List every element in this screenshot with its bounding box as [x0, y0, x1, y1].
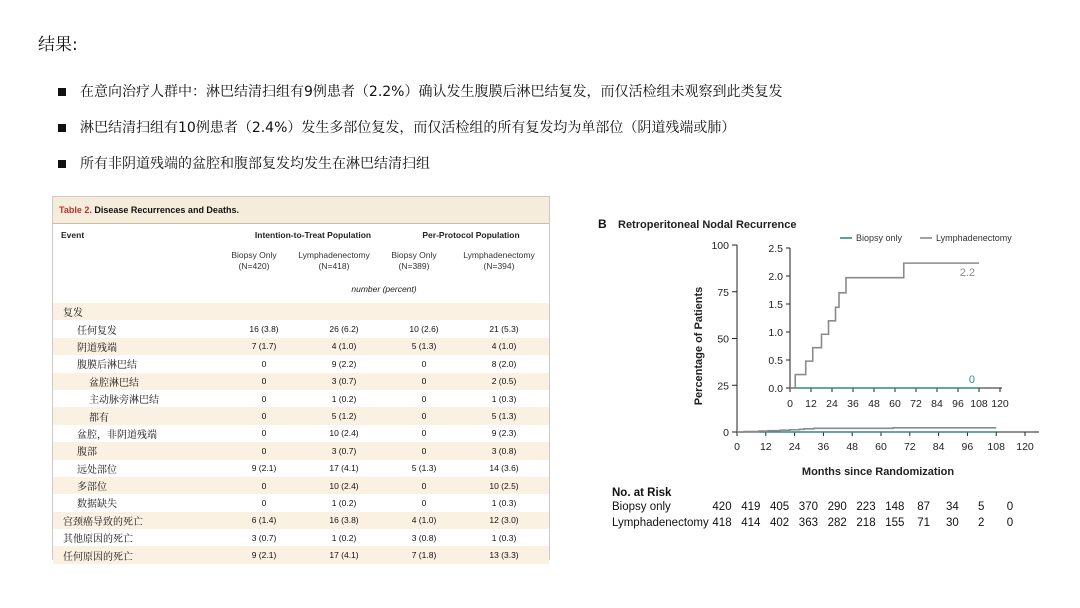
x-tick-label: 48	[846, 441, 859, 453]
x-tick-label: 72	[903, 441, 916, 453]
x-tick-label: 96	[961, 441, 974, 453]
inset-y-tick-label: 0.0	[768, 383, 783, 395]
risk-row	[612, 501, 1014, 517]
table-cell: 0	[261, 497, 267, 508]
y-axis-label: Percentage of Patients	[693, 286, 705, 406]
risk-value: 419	[741, 501, 761, 513]
table-cell: 12 (3.0)	[489, 515, 519, 526]
series-end-label: 0	[968, 374, 975, 386]
plot-area	[711, 240, 1039, 453]
table-cell: 4 (1.0)	[411, 515, 437, 526]
units-label: number (percent)	[351, 284, 417, 294]
bullet-item	[58, 118, 782, 154]
legend-label: Lymphadenectomy	[936, 233, 1012, 243]
table-cell: 0	[261, 428, 267, 439]
inset-x-tick-label: 96	[952, 398, 964, 410]
page-title: 结果:	[38, 35, 78, 55]
row-label: 任何原因的死亡	[63, 551, 133, 563]
inset-y-tick-label: 1.0	[768, 327, 783, 339]
x-tick-label: 60	[875, 441, 887, 453]
bullet-list	[58, 82, 782, 190]
inset-x-tick-label: 72	[910, 398, 922, 410]
x-axis-label: Months since Randomization	[801, 466, 955, 478]
risk-value: 5	[977, 501, 985, 513]
risk-value: 363	[798, 517, 818, 529]
table-body	[53, 303, 549, 564]
table-row	[53, 407, 549, 424]
table-cell: 2 (0.5)	[491, 376, 517, 387]
table-cell: 17 (4.1)	[329, 550, 359, 561]
table-cell: 7 (1.8)	[411, 550, 437, 561]
inset-x-tick-label: 0	[787, 398, 793, 410]
table-cell: 10 (2.4)	[329, 428, 359, 439]
row-label: 其他原因的死亡	[63, 534, 133, 546]
table-row	[53, 320, 549, 337]
risk-row	[612, 517, 1014, 533]
risk-value: 223	[856, 501, 876, 513]
table-row	[53, 442, 549, 459]
risk-value: 155	[885, 517, 905, 529]
x-tick-label: 36	[817, 441, 830, 453]
legend-label: Biopsy only	[856, 233, 903, 243]
risk-value: 87	[917, 501, 930, 513]
col-header: Biopsy Only (N=420)	[231, 250, 277, 271]
table-cell: 10 (2.4)	[329, 480, 359, 491]
table-cell: 9 (2.2)	[331, 358, 357, 369]
inset-x-tick-label: 48	[868, 398, 880, 410]
row-label: 主动脉旁淋巴结	[89, 395, 159, 407]
table-row	[53, 390, 549, 407]
chart-title: Retroperitoneal Nodal Recurrence	[618, 219, 797, 231]
table-row	[53, 460, 549, 477]
table-cell: 3 (0.7)	[331, 376, 357, 387]
inset-y-tick-label: 0.5	[768, 355, 783, 367]
risk-value: 218	[856, 517, 876, 529]
row-label: 阴道残端	[77, 342, 117, 354]
bullet-item	[58, 154, 782, 190]
table-cell: 0	[421, 445, 427, 456]
table-cell: 6 (1.4)	[251, 515, 277, 526]
risk-value: 402	[770, 517, 790, 529]
table-row	[53, 425, 549, 442]
table-cell: 16 (3.8)	[329, 515, 359, 526]
table-row	[53, 494, 549, 511]
risk-value: 148	[885, 501, 905, 513]
col-header: Biopsy Only (N=389)	[391, 250, 437, 271]
table-cell: 0	[261, 445, 267, 456]
itt-header: Intention-to-Treat Population	[254, 230, 372, 240]
bullet-item	[58, 82, 782, 118]
row-label: 远处部位	[77, 464, 117, 476]
table-cell: 1 (0.2)	[331, 532, 357, 543]
y-tick-label: 75	[717, 286, 729, 299]
table-cell: 0	[421, 376, 427, 387]
row-label: 宫颈癌导致的死亡	[63, 516, 143, 528]
inset-x-tick-label: 12	[805, 398, 817, 410]
series-end-label: 2.2	[959, 267, 975, 280]
table-cell: 1 (0.3)	[491, 393, 517, 404]
table-cell: 14 (3.6)	[489, 463, 519, 474]
table-row	[53, 529, 549, 546]
table-title-text: Disease Recurrences and Deaths.	[94, 205, 239, 215]
table-cell: 17 (4.1)	[329, 463, 359, 474]
row-label: 腹膜后淋巴结	[77, 360, 137, 372]
table-row	[53, 477, 549, 494]
row-label: 盆腔，非阴道残端	[77, 429, 157, 441]
y-tick-label: 100	[711, 240, 729, 252]
table-cell: 0	[421, 428, 427, 439]
inset-x-tick-label: 84	[931, 398, 943, 410]
recurrence-chart	[590, 210, 1050, 482]
risk-value: 414	[741, 517, 761, 529]
y-tick-label: 50	[717, 333, 729, 346]
table-row	[53, 338, 549, 355]
row-label: 多部位	[77, 482, 107, 494]
risk-value: 282	[827, 517, 847, 529]
risk-value: 290	[827, 501, 847, 513]
table-cell: 0	[261, 411, 267, 422]
table-cell: 3 (0.8)	[411, 532, 437, 543]
risk-value: 420	[712, 501, 732, 513]
table-cell: 9 (2.1)	[251, 463, 277, 474]
inset-x-tick-label: 60	[889, 398, 901, 410]
risk-row-label: Lymphadenectomy	[612, 517, 709, 529]
bullet-text: 淋巴结清扫组有10例患者（2.4%）发生多部位复发，而仅活检组的所有复发均为单部位（阴道残端或肺）	[80, 120, 736, 136]
inset-x-tick-label: 36	[847, 398, 859, 410]
row-label: 复发	[63, 308, 83, 320]
bullet-text: 所有非阴道残端的盆腔和腹部复发均发生在淋巴结清扫组	[80, 156, 430, 172]
inset-y-tick-label: 2.0	[768, 271, 783, 283]
panel-letter: B	[598, 217, 607, 231]
table-cell: 9 (2.3)	[491, 428, 517, 439]
table-title	[53, 197, 549, 224]
risk-value: 71	[917, 517, 930, 529]
table-cell: 26 (6.2)	[329, 324, 359, 335]
table-cell: 5 (1.3)	[411, 463, 437, 474]
table-cell: 13 (3.3)	[489, 550, 519, 561]
bullet-square-icon	[58, 160, 66, 168]
table-row	[53, 355, 549, 372]
row-label: 数据缺失	[77, 499, 117, 511]
table-cell: 5 (1.2)	[331, 411, 357, 422]
risk-value: 2	[977, 517, 985, 529]
risk-value: 418	[712, 517, 732, 529]
risk-value: 30	[945, 517, 959, 529]
inset-y-tick-label: 2.5	[768, 243, 783, 255]
event-header: Event	[61, 230, 85, 240]
risk-title: No. at Risk	[612, 487, 672, 499]
risk-value: 0	[1006, 517, 1014, 529]
row-label: 腹部	[77, 447, 97, 459]
x-tick-label: 84	[932, 441, 945, 453]
risk-value: 34	[945, 501, 959, 513]
x-tick-label: 108	[987, 441, 1005, 453]
inset-x-tick-label: 24	[826, 398, 838, 410]
table-header	[53, 224, 549, 306]
table-row	[53, 512, 549, 529]
table-cell: 1 (0.2)	[331, 497, 357, 508]
bullet-square-icon	[58, 124, 66, 132]
row-label: 任何复发	[77, 325, 117, 337]
table-cell: 3 (0.8)	[491, 445, 517, 456]
table-cell: 4 (1.0)	[331, 341, 357, 352]
table-cell: 16 (3.8)	[249, 324, 279, 335]
inset-series-line	[790, 263, 979, 388]
risk-row-label: Biopsy only	[612, 501, 671, 513]
x-tick-label: 24	[788, 441, 801, 453]
results-table	[52, 196, 550, 563]
table-cell: 0	[261, 393, 267, 404]
col-header: Lymphadenectomy (N=418)	[298, 250, 370, 271]
y-tick-label: 25	[717, 380, 729, 393]
table-cell: 9 (2.1)	[251, 550, 277, 561]
bullet-square-icon	[58, 88, 66, 96]
table-cell: 0	[421, 497, 427, 508]
table-cell: 21 (5.3)	[489, 324, 519, 335]
table-cell: 1 (0.2)	[331, 393, 357, 404]
chart-legend	[840, 233, 1012, 243]
risk-value: 370	[798, 501, 818, 513]
table-cell: 5 (1.3)	[411, 341, 437, 352]
table-cell: 10 (2.5)	[489, 480, 519, 491]
table-cell: 1 (0.3)	[491, 532, 517, 543]
table-cell: 8 (2.0)	[491, 358, 517, 369]
table-cell: 10 (2.6)	[409, 324, 439, 335]
y-tick-label: 0	[723, 427, 729, 439]
inset-y-tick-label: 1.5	[768, 299, 783, 311]
table-cell: 3 (0.7)	[331, 445, 357, 456]
table-row	[53, 373, 549, 390]
risk-value: 405	[770, 501, 790, 513]
table-cell: 5 (1.3)	[491, 411, 517, 422]
inset-x-tick-label: 120	[991, 398, 1009, 410]
table-cell: 7 (1.7)	[251, 341, 277, 352]
table-cell: 1 (0.3)	[491, 497, 517, 508]
col-header: Lymphadenectomy (N=394)	[463, 250, 535, 271]
risk-value: 0	[1006, 501, 1014, 513]
table-cell: 0	[421, 358, 427, 369]
row-label: 都有	[89, 412, 109, 424]
table-cell: 0	[261, 376, 267, 387]
risk-table	[612, 487, 1014, 533]
table-cell: 0	[261, 480, 267, 491]
x-tick-label: 0	[734, 441, 740, 453]
row-label: 盆腔淋巴结	[89, 377, 139, 389]
inset-x-tick-label: 108	[970, 398, 988, 410]
x-tick-label: 12	[759, 441, 772, 453]
x-tick-label: 120	[1016, 441, 1034, 453]
table-number: Table 2.	[59, 205, 92, 215]
table-cell: 0	[421, 411, 427, 422]
table-cell: 0	[261, 358, 267, 369]
table-cell: 4 (1.0)	[491, 341, 517, 352]
table-row	[53, 303, 549, 320]
table-cell: 3 (0.7)	[251, 532, 277, 543]
table-row	[53, 546, 549, 563]
pp-header: Per-Protocol Population	[422, 230, 520, 240]
bullet-text: 在意向治疗人群中：淋巴结清扫组有9例患者（2.2%）确认发生腹膜后淋巴结复发，而仅活检组未观察到此类复发	[80, 84, 783, 100]
table-cell: 0	[421, 393, 427, 404]
table-cell: 0	[421, 480, 427, 491]
